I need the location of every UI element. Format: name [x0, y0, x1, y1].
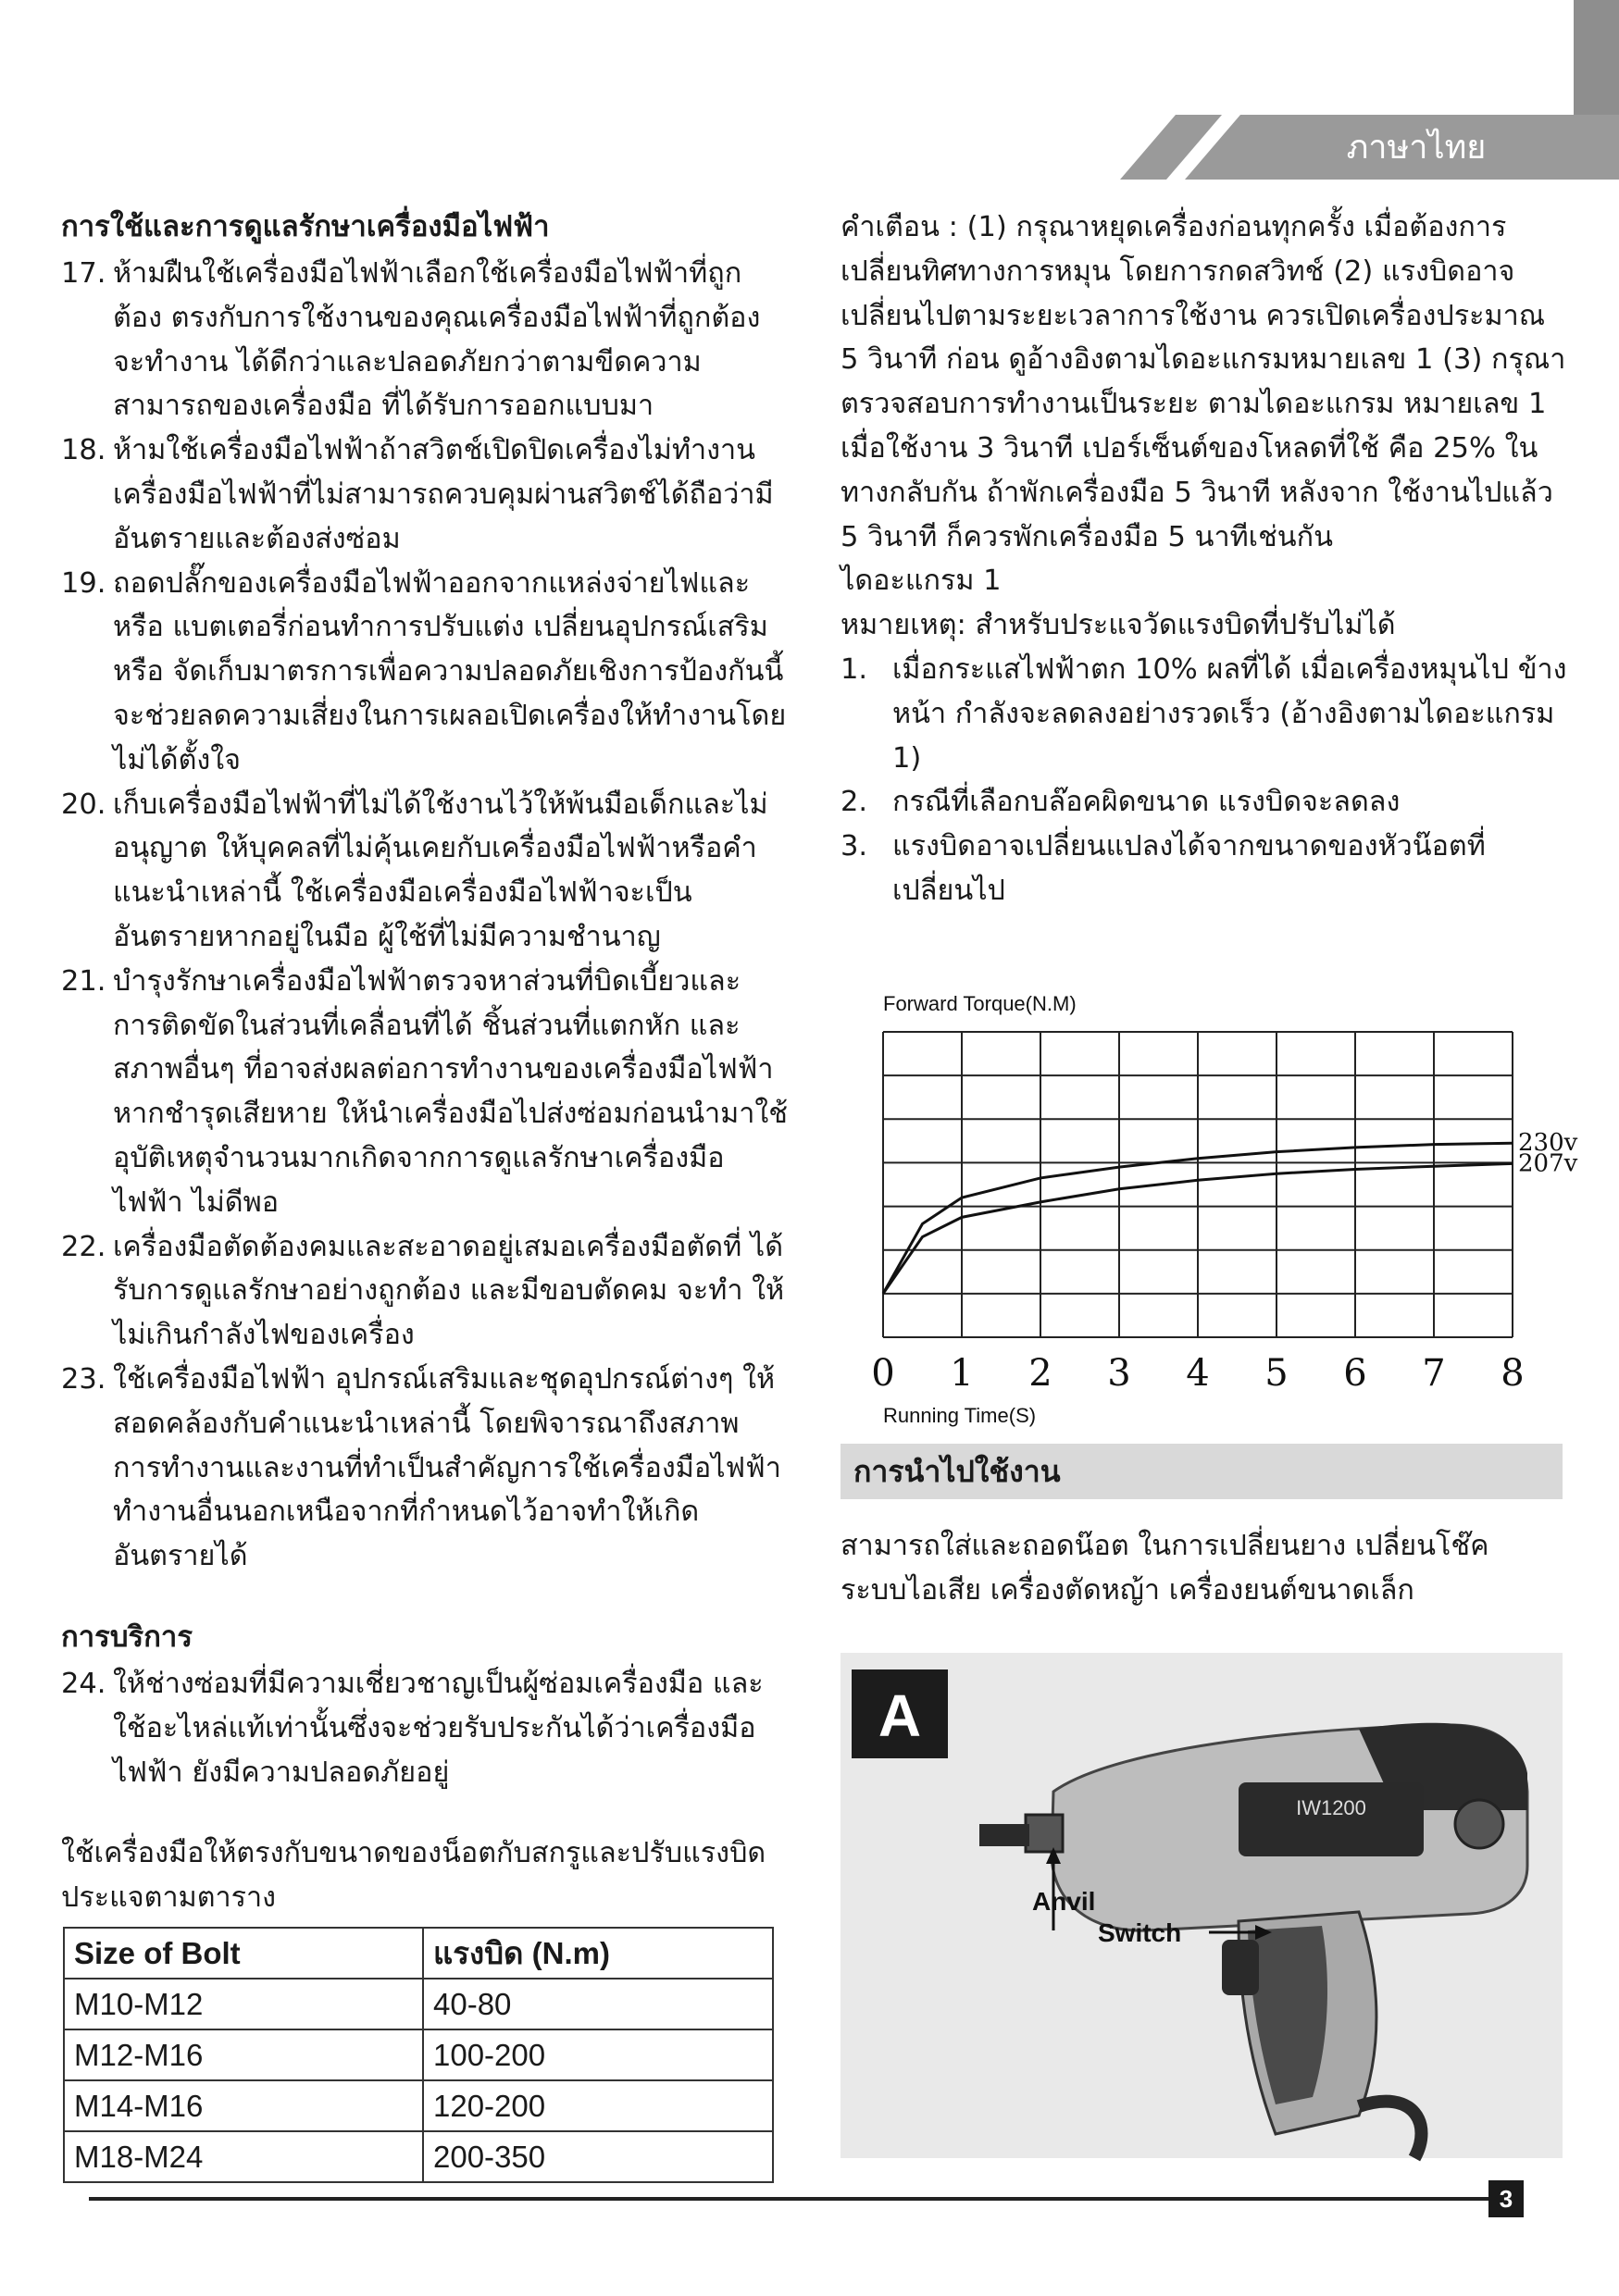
chart-x-tick-label: 4 — [1186, 1352, 1210, 1395]
vent-knob — [1455, 1800, 1503, 1848]
list-item-number: 17. — [61, 257, 106, 290]
brand-label-plate — [1239, 1782, 1424, 1856]
list-item-number: 3. — [841, 830, 868, 863]
right-column — [841, 205, 1572, 913]
list-item-number: 24. — [61, 1667, 106, 1700]
list-item-text: เมื่อกระแสไฟฟ้าตก 10% ผลที่ได้ เมื่อเครื่องหมุนไป ข้างหน้า กำลังจะลดลงอย่างรวดเร็ว (อ้างอิงตามไดอะแกรม 1) — [892, 652, 1567, 775]
list-item — [841, 780, 1572, 825]
chart-x-tick-label: 6 — [1343, 1352, 1367, 1395]
list-item-text: ห้ามใช้เครื่องมือไฟฟ้าถ้าสวิตช์เปิดปิดเครื่องไม่ทำงาน เครื่องมือไฟฟ้าที่ไม่สามารถควบคุมผ่านสวิตช์ได้ถือว่ามี อันตรายและต้องส่งซ่อม — [113, 434, 774, 555]
table-row — [64, 2080, 773, 2131]
torque-chart-svg — [841, 981, 1578, 1427]
list-item — [61, 252, 789, 428]
chart-series-label: 207v — [1518, 1149, 1578, 1178]
figure-badge: A — [878, 1682, 922, 1749]
list-item-text: แรงบิดอาจเปลี่ยนแปลงได้จากขนาดของหัวน๊อตที่ เปลี่ยนไป — [892, 830, 1486, 907]
diagram-label: ไดอะแกรม 1 — [841, 565, 1002, 598]
anvil-part — [1026, 1815, 1063, 1852]
list-item-number: 21. — [61, 964, 106, 998]
list-item — [61, 1225, 789, 1358]
list-item — [61, 1662, 789, 1794]
list-item — [61, 960, 789, 1225]
chart-x-tick-label: 3 — [1107, 1352, 1131, 1395]
chart-x-tick-label: 0 — [871, 1352, 895, 1395]
table-row — [64, 2131, 773, 2182]
table-header-cell: แรงบิด (N.m) — [423, 1928, 773, 1979]
note-heading: หมายเหตุ: สำหรับประแจวัดแรงบิดที่ปรับไม่ได้ — [841, 609, 1396, 642]
impact-wrench-illustration — [841, 1653, 1563, 2158]
list-item-number: 23. — [61, 1362, 106, 1396]
brand-label: IW1200 — [1296, 1796, 1366, 1819]
list-item-number: 18. — [61, 434, 106, 467]
chart-x-tick-label: 1 — [950, 1352, 974, 1395]
chart-series-label: 230v — [1518, 1129, 1578, 1158]
tool-figure — [841, 1653, 1563, 2158]
list-item — [61, 783, 789, 960]
list-item-number: 20. — [61, 788, 106, 821]
bolt-torque-table — [63, 1927, 774, 2183]
service-heading: การบริการ — [61, 1620, 193, 1654]
label-switch: Switch — [1098, 1918, 1182, 1947]
table-cell: 40-80 — [423, 1979, 773, 2029]
list-item-number: 1. — [841, 652, 868, 686]
table-cell: M14-M16 — [64, 2080, 423, 2131]
table-cell: M18-M24 — [64, 2131, 423, 2182]
trigger-switch — [1222, 1940, 1259, 1995]
notes-list — [841, 648, 1572, 913]
anvil-square — [979, 1824, 1029, 1846]
list-item-text: ห้ามฝืนใช้เครื่องมือไฟฟ้าเลือกใช้เครื่องมือไฟฟ้าที่ถูกต้อง ตรงกับการใช้งานของคุณเครื่องมือไฟฟ้าที่ถูกต้องจะทำงาน ได้ดีกว่าและปลอดภัยกว่าตามขีดความสามารถของเครื่องมือ ที่ได้รับการออกแบบมา — [113, 257, 761, 423]
list-item-text: ใช้เครื่องมือไฟฟ้า อุปกรณ์เสริมและชุดอุปกรณ์ต่างๆ ให้สอดคล้องกับคำแนะนำเหล่านี้ โดยพิจารณาถึงสภาพ การทำงานและงานที่ทำเป็นสำคัญการใช้เครื่องมือไฟฟ้า ทำงานอื่นนอกเหนือจากที่กำหนดไว้อาจทำให้เกิดอันตรายได้ — [113, 1362, 781, 1573]
list-item-number: 19. — [61, 566, 106, 600]
left-column — [61, 205, 789, 1920]
table-header-row — [64, 1928, 773, 1979]
list-item-number: 22. — [61, 1230, 106, 1263]
usage-care-heading: การใช้และการดูแลรักษาเครื่องมือไฟฟ้า — [61, 210, 550, 243]
header-gray-block — [1574, 0, 1619, 115]
list-item-number: 2. — [841, 786, 868, 819]
chart-x-tick-label: 5 — [1264, 1352, 1289, 1395]
list-item — [61, 428, 789, 561]
list-item-text: เครื่องมือตัดต้องคมและสะอาดอยู่เสมอเครื่องมือตัดที่ ได้รับการดูแลรักษาอย่างถูกต้อง และมีขอบตัดคม จะทำ ให้ไม่เกินกำลังไฟของเครื่อง — [113, 1230, 785, 1352]
chart-x-axis-label: Running Time(S) — [883, 1404, 1037, 1427]
table-cell: M12-M16 — [64, 2029, 423, 2080]
table-cell: 100-200 — [423, 2029, 773, 2080]
chart-x-tick-label: 2 — [1028, 1352, 1052, 1395]
table-row — [64, 2029, 773, 2080]
list-item-text: กรณีที่เลือกบล๊อคผิดขนาด แรงบิดจะลดลง — [892, 786, 1401, 819]
list-item — [841, 648, 1572, 780]
service-list — [61, 1662, 789, 1794]
usage-text: สามารถใส่และถอดน๊อต ในการเปลี่ยนยาง เปลี่ยนโช๊ค ระบบไอเสีย เครื่องตัดหญ้า เครื่องยนต์ขนาดเล็ก — [841, 1530, 1489, 1607]
label-anvil: Anvil — [1032, 1887, 1096, 1916]
list-item-text: ถอดปลั๊กของเครื่องมือไฟฟ้าออกจากแหล่งจ่ายไฟและหรือ แบตเตอรี่ก่อนทำการปรับแต่ง เปลี่ยนอุปกรณ์เสริมหรือ จัดเก็บมาตรการเพื่อความปลอดภัยเชิงการป้องกันนี้ จะช่วยลดความเสี่ยงในการเผลอเปิดเครื่องให้ทำงานโดย ไม่ได้ตั้งใจ — [113, 566, 787, 776]
table-intro: ใช้เครื่องมือให้ตรงกับขนาดของน็อตกับสกรูและปรับแรงบิด ประแจตามตาราง — [61, 1837, 766, 1915]
safety-list — [61, 252, 789, 1579]
table-cell: 120-200 — [423, 2080, 773, 2131]
table-row — [64, 1979, 773, 2029]
chart-x-tick-label: 8 — [1501, 1352, 1525, 1395]
warning-text: คำเตือน : (1) กรุณาหยุดเครื่องก่อนทุกครั้ง เมื่อต้องการ เปลี่ยนทิศทางการหมุน โดยการกดสวิทช์ (2) แรงบิดอาจ เปลี่ยนไปตามระยะเวลาการใช้งาน ควรเปิดเครื่องประมาณ 5 วินาที ก่อน ดูอ้างอิงตามไดอะแกรมหมายเลข 1 (3) กรุณาตรวจสอบการทำงานเป็นระยะ ตามไดอะแกรม หมายเลข 1 เมื่อใช้งาน 3 วินาที เปอร์เซ็นต์ของโหลดที่ใช้ คือ 25% ในทางกลับกัน ถ้าพักเครื่องมือ 5 วินาที หลังจาก ใช้งานไปแล้ว 5 วินาที ก็ควรพักเครื่องมือ 5 นาทีเช่นกัน — [841, 211, 1566, 553]
list-item-text: เก็บเครื่องมือไฟฟ้าที่ไม่ได้ใช้งานไว้ให้พ้นมือเด็กและไม่อนุญาต ให้บุคคลที่ไม่คุ้นเคยกับเครื่องมือไฟฟ้าหรือคำแนะนำเหล่านี้ ใช้เครื่องมือเครื่องมือไฟฟ้าจะเป็นอันตรายหากอยู่ในมือ ผู้ใช้ที่ไม่มีความชำนาญ — [113, 788, 768, 953]
table-header-cell: Size of Bolt — [64, 1928, 423, 1979]
chart-title: Forward Torque(N.M) — [883, 992, 1077, 1015]
chart-x-tick-label: 7 — [1422, 1352, 1446, 1395]
page-number: 3 — [1488, 2180, 1524, 2217]
torque-chart — [841, 981, 1578, 1427]
footer-rule — [89, 2197, 1488, 2201]
list-item — [61, 1358, 789, 1579]
list-item-text: ให้ช่างซ่อมที่มีความเชี่ยวชาญเป็นผู้ซ่อมเครื่องมือ และ ใช้อะไหล่แท้เท่านั้นซึ่งจะช่วยรับประกันได้ว่าเครื่องมือไฟฟ้า ยังมีความปลอดภัยอยู่ — [113, 1667, 764, 1789]
list-item — [841, 825, 1572, 913]
language-label: ภาษาไทย — [1346, 129, 1487, 167]
usage-heading: การนำไปใช้งาน — [841, 1444, 1563, 1499]
table-cell: 200-350 — [423, 2131, 773, 2182]
list-item — [61, 562, 789, 783]
table-cell: M10-M12 — [64, 1979, 423, 2029]
list-item-text: บำรุงรักษาเครื่องมือไฟฟ้าตรวจหาส่วนที่บิดเบี้ยวและ การติดขัดในส่วนที่เคลื่อนที่ได้ ชิ้นส่วนที่แตกหัก และ สภาพอื่นๆ ที่อาจส่งผลต่อการทำงานของเครื่องมือไฟฟ้า หากชำรุดเสียหาย ให้นำเครื่องมือไปส่งซ่อมก่อนนำมาใช้ อุบัติเหตุจำนวนมากเกิดจากการดูแลรักษาเครื่องมือไฟฟ้า ไม่ดีพอ — [113, 964, 789, 1219]
